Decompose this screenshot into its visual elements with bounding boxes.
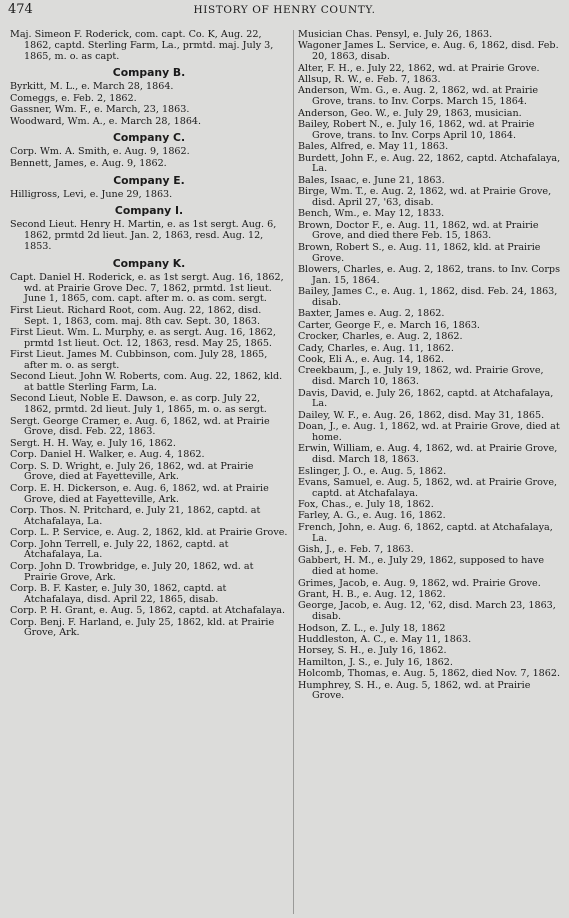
roster-entry: Alter, F. H., e. July 22, 1862, wd. at Prairie Grove.	[298, 62, 540, 74]
roster-entry: Sergt. George Cramer, e. Aug. 6, 1862, wd. at Prairie Grove, disd. Feb. 22, 1863.	[10, 415, 270, 438]
roster-entry: Corp. Wm. A. Smith, e. Aug. 9, 1862.	[10, 146, 190, 158]
left-column	[10, 30, 288, 640]
roster-entry: Holcomb, Thomas, e. Aug. 5, 1862, died Nov. 7, 1862.	[298, 668, 561, 680]
roster-entry: Corp. S. D. Wright, e. July 26, 1862, wd. at Prairie Grove, died at Fayetteville, Ark.	[10, 460, 254, 483]
roster-entry: Carter, George F., e. March 16, 1863.	[298, 319, 480, 331]
roster-entry: Gish, J., e. Feb. 7, 1863.	[298, 544, 414, 556]
roster-entry: Corp. Daniel H. Walker, e. Aug. 4, 1862.	[10, 449, 205, 461]
roster-entry: Second Lieut. John W. Roberts, com. Aug. 22, 1862, kld. at battle Sterling Farm, La.	[10, 371, 283, 394]
right-column	[298, 30, 564, 703]
roster-entry: Cady, Charles, e. Aug. 11, 1862.	[298, 342, 454, 354]
roster-entry: Wagoner James L. Service, e. Aug. 6, 1862, disd. Feb. 20, 1863, disab.	[298, 40, 559, 63]
roster-entry: Birge, Wm. T., e. Aug. 2, 1862, wd. at Prairie Grove, disd. April 27, '63, disab.	[298, 186, 552, 208]
roster-entry: Grimes, Jacob, e. Aug. 9, 1862, wd. Prairie Grove.	[298, 577, 541, 589]
roster-entry: Capt. Daniel H. Roderick, e. as 1st sergt. Aug. 16, 1862, wd. at Prairie Grove Dec. 7, 1862, prmtd. 1st lieut. June 1, 1865, com. capt. after m. o. as com. sergt.	[10, 271, 284, 305]
roster-entry: Bailey, Robert N., e. July 16, 1862, wd. at Prairie Grove, trans. to Inv. Corps April 10, 1864.	[298, 118, 535, 141]
roster-entry: Hamilton, J. S., e. July 16, 1862.	[298, 656, 453, 668]
company-heading: Company C.	[112, 131, 186, 145]
page-header	[0, 0, 569, 26]
company-heading: Company B.	[112, 66, 186, 80]
roster-entry: Grant, H. B., e. Aug. 12, 1862.	[298, 589, 446, 601]
company-heading: Company K.	[112, 256, 186, 270]
running-title: HISTORY OF HENRY COUNTY.	[193, 4, 376, 16]
roster-entry: Creekbaum, J., e. July 19, 1862, wd. Prairie Grove, disd. March 10, 1863.	[298, 365, 544, 388]
page-number: 474	[8, 2, 33, 17]
roster-entry: Sergt. H. H. Way, e. July 16, 1862.	[10, 437, 176, 449]
roster-entry: Corp. E. H. Dickerson, e. Aug. 6, 1862, wd. at Prairie Grove, died at Fayetteville, Ark.	[10, 482, 269, 505]
roster-entry: First Lieut. Richard Root, com. Aug. 22, 1862, disd. Sept. 1, 1863, com. maj. 8th cav. Sept. 30, 1863.	[10, 304, 262, 327]
roster-entry: Bales, Isaac, e. June 21, 1863.	[298, 174, 445, 186]
roster-entry: Gabbert, H. M., e. July 29, 1862, supposed to have died at home.	[298, 555, 545, 578]
roster-entry: Corp. John Terrell, e. July 22, 1862, captd. at Atchafalaya, La.	[10, 538, 229, 561]
column-divider	[293, 30, 294, 914]
roster-entry: Second Lieut. Henry H. Martin, e. as 1st sergt. Aug. 6, 1862, prmtd 2d lieut. Jan. 2, 1863, resd. Aug. 12, 1853.	[10, 219, 277, 252]
roster-entry: Second Lieut, Noble E. Dawson, e. as corp. July 22, 1862, prmtd. 2d lieut. July 1, 1865, m. o. as sergt.	[10, 393, 267, 416]
roster-entry: Bales, Alfred, e. May 11, 1863.	[298, 141, 449, 153]
roster-entry: Allsup, R. W., e. Feb. 7, 1863.	[298, 73, 441, 85]
roster-entry: First Lieut. Wm. L. Murphy, e. as sergt. Aug. 16, 1862, prmtd 1st lieut. Oct. 12, 1863, resd. May 25, 1865.	[10, 326, 276, 349]
roster-entry: French, John, e. Aug. 6, 1862, captd. at Atchafalaya, La.	[298, 521, 553, 544]
roster-entry: Hodson, Z. L., e. July 18, 1862	[298, 622, 446, 634]
roster-entry: Dailey, W. F., e. Aug. 26, 1862, disd. May 31, 1865.	[298, 409, 545, 421]
roster-entry: Corp. John D. Trowbridge, e. July 20, 1862, wd. at Prairie Grove, Ark.	[10, 560, 254, 583]
roster-entry: Corp. P. H. Grant, e. Aug. 5, 1862, captd. at Atchafalaya.	[10, 605, 286, 617]
roster-entry: Evans, Samuel, e. Aug. 5, 1862, wd. at Prairie Grove, captd. at Atchafalaya.	[298, 476, 558, 499]
roster-entry: First Lieut. James M. Cubbinson, com. July 28, 1865, after m. o. as sergt.	[10, 349, 268, 371]
roster-entry: Huddleston, A. C., e. May 11, 1863.	[298, 634, 472, 645]
roster-entry: Blowers, Charles, e. Aug. 2, 1862, trans. to Inv. Corps Jan. 15, 1864.	[298, 264, 560, 286]
roster-entry: Byrkitt, M. L., e. March 28, 1864.	[10, 81, 174, 93]
roster-entry: Comeggs, e. Feb. 2, 1862.	[10, 92, 137, 104]
roster-entry: Farley, A. G., e. Aug. 16, 1862.	[298, 510, 446, 522]
roster-entry: Corp. B. F. Kaster, e. July 30, 1862, captd. at Atchafalaya, disd. April 22, 1865, disab.	[10, 582, 227, 605]
roster-entry: Musician Chas. Pensyl, e. July 26, 1863.	[298, 30, 493, 40]
roster-entry: Corp. Benj. F. Harland, e. July 25, 1862, kld. at Prairie Grove, Ark.	[10, 616, 275, 639]
roster-entry: Bench, Wm., e. May 12, 1833.	[298, 208, 445, 220]
roster-entry: Cook, Eli A., e. Aug. 14, 1862.	[298, 353, 444, 365]
roster-entry: Baxter, James e. Aug. 2, 1862.	[298, 308, 445, 320]
roster-entry: Anderson, Wm. G., e. Aug. 2, 1862, wd. at Prairie Grove, trans. to Inv. Corps. March 15, 1864.	[298, 85, 539, 108]
roster-entry: Fox, Chas., e. July 18, 1862.	[298, 499, 434, 511]
roster-entry: Erwin, William, e. Aug. 4, 1862, wd. at Prairie Grove, disd. March 18, 1863.	[298, 443, 558, 466]
roster-entry: Davis, David, e. July 26, 1862, captd. at Atchafalaya, La.	[298, 387, 554, 410]
roster-entry: Maj. Simeon F. Roderick, com. capt. Co. K, Aug. 22, 1862, captd. Sterling Farm, La., prmtd. maj. July 3, 1865, m. o. as capt.	[10, 30, 274, 62]
roster-entry: Horsey, S. H., e. July 16, 1862.	[298, 645, 447, 657]
roster-entry: Corp. L. P. Service, e. Aug. 2, 1862, kld. at Prairie Grove.	[10, 527, 288, 539]
roster-entry: Anderson, Geo. W., e. July 29, 1863, musician.	[298, 107, 522, 119]
roster-entry: Eslinger, J. O., e. Aug. 5, 1862.	[298, 465, 447, 477]
roster-entry: Corp. Thos. N. Pritchard, e. July 21, 1862, captd. at Atchafalaya, La.	[10, 505, 261, 527]
roster-entry: Burdett, John F., e. Aug. 22, 1862, captd. Atchafalaya, La.	[298, 152, 561, 175]
roster-entry: Hilligross, Levi, e. June 29, 1863.	[10, 188, 173, 200]
roster-entry: George, Jacob, e. Aug. 12, '62, disd. March 23, 1863, disab.	[298, 600, 556, 623]
roster-entry: Crocker, Charles, e. Aug. 2, 1862.	[298, 331, 463, 343]
roster-entry: Humphrey, S. H., e. Aug. 5, 1862, wd. at Prairie Grove.	[298, 679, 531, 702]
roster-entry: Brown, Doctor F., e. Aug. 11, 1862, wd. at Prairie Grove, and died there Feb. 15, 1863.	[298, 219, 539, 242]
roster-entry: Bailey, James C., e. Aug. 1, 1862, disd. Feb. 24, 1863, disab.	[298, 286, 558, 309]
roster-entry: Brown, Robert S., e. Aug. 11, 1862, kld. at Prairie Grove.	[298, 241, 541, 264]
roster-entry: Woodward, Wm. A., e. March 28, 1864.	[10, 115, 202, 127]
roster-entry: Doan, J., e. Aug. 1, 1862, wd. at Prairie Grove, died at home.	[298, 421, 560, 443]
company-heading: Company I.	[114, 204, 184, 218]
company-heading: Company E.	[113, 173, 185, 187]
roster-entry: Bennett, James, e. Aug. 9, 1862.	[10, 157, 167, 169]
roster-entry: Gassner, Wm. F., e. March, 23, 1863.	[10, 104, 190, 116]
